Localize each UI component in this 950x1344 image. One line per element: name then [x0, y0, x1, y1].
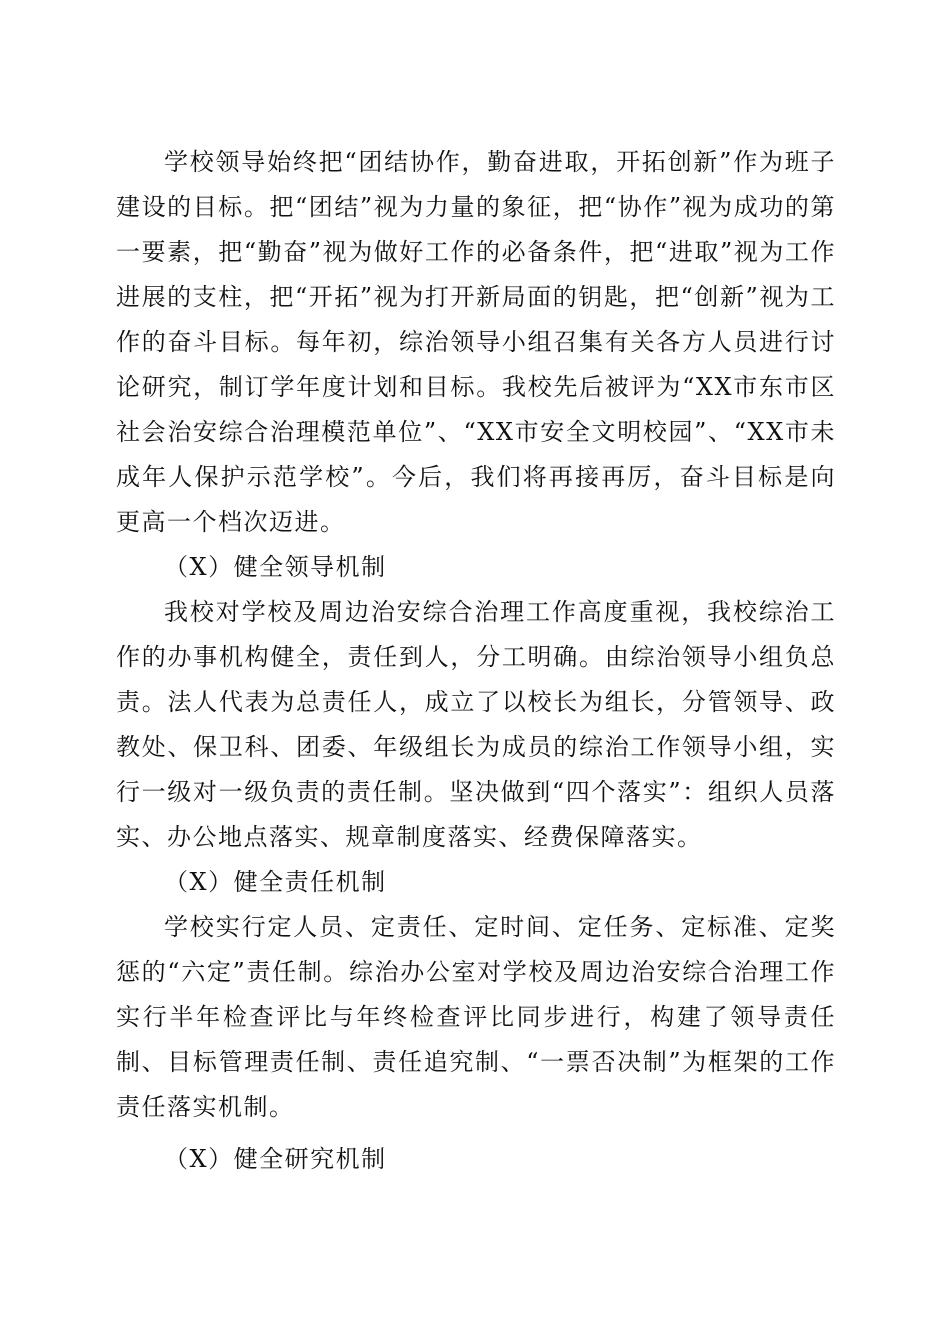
paragraph-responsibility-mechanism: 学校实行定人员、定责任、定时间、定任务、定标准、定奖惩的“六定”责任制。综治办公室对学校及周边治安综合治理工作实行半年检查评比与年终检查评比同步进行，构建了领导责任制、目标管理责任制、责任追究制、“一票否决制”为框架的工作责任落实机制。	[116, 913, 836, 1121]
paragraph-leadership-goals: 学校领导始终把“团结协作，勤奋进取，开拓创新”作为班子建设的目标。把“团结”视为力量的象征，把“协作”视为成功的第一要素，把“勤奋”视为做好工作的必备条件，把“进取”视为工作进展的支柱，把“开拓”视为打开新局面的钥匙，把“创新”视为工作的奋斗目标。每年初，综治领导小组召集有关各方人员进行讨论研究，制订学年度计划和目标。我校先后被评为“XX市东市区社会治安综合治理模范单位”、“XX市安全文明校园”、“XX市未成年人保护示范学校”。今后，我们将再接再厉，奋斗目标是向更高一个档次迈进。	[116, 148, 836, 536]
heading-research-mechanism: （X）健全研究机制	[164, 1145, 387, 1173]
document-body	[116, 140, 836, 1182]
heading-leadership-mechanism: （X）健全领导机制	[164, 553, 387, 581]
paragraph-leadership-mechanism: 我校对学校及周边治安综合治理工作高度重视，我校综治工作的办事机构健全，责任到人，分工明确。由综治领导小组负总责。法人代表为总责任人，成立了以校长为组长，分管领导、政教处、保卫科、团委、年级组长为成员的综治工作领导小组，实行一级对一级负责的责任制。坚决做到“四个落实”：组织人员落实、办公地点落实、规章制度落实、经费保障落实。	[116, 598, 836, 851]
heading-responsibility-mechanism: （X）健全责任机制	[164, 868, 387, 896]
